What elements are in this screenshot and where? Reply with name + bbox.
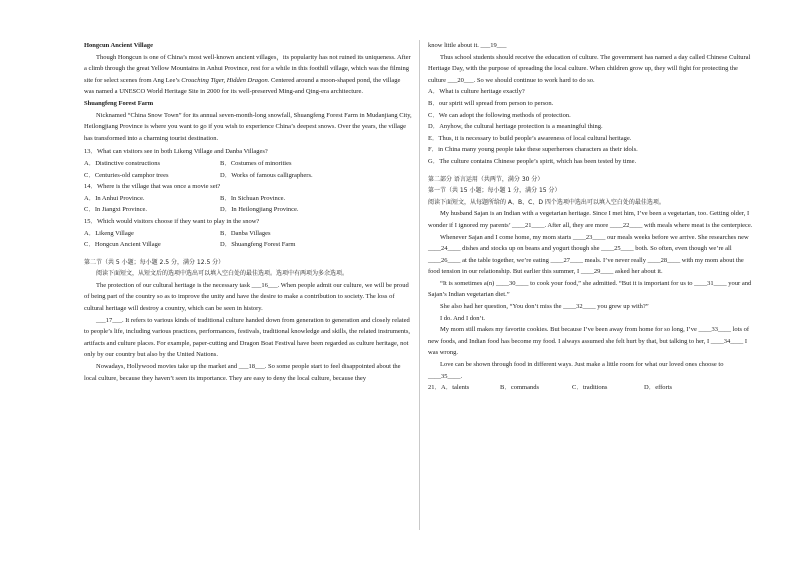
story-paragraph-6: My mom still makes my favorite cookies. But because I’ve been away from home for so long, I’ve ____33____ lots of new foods, and Indian food has become my food. I always assumed she felt hurt by that, but talking to her, I ____34____ I was wrong. (428, 326, 750, 357)
option-g: G．The culture contains Chinese people’s spirit, which has been tested by time. (428, 157, 637, 165)
q13-option-b: B．Costumes of minorities (220, 159, 292, 167)
paragraph-shuangfeng: Nicknamed “China Snow Town” for its annual seven-month-long snowfall, Shuangfeng Forest Farm in Mudanjiang City, Heilongjiang Province is where you want to go if you wish to experience China’s deepest snows. Over the years, the village has transformed into a charming tourist destination. (84, 111, 412, 142)
q14-option-d: D．In Heilongjiang Province. (220, 206, 299, 214)
q14-option-a: A．In Anhui Province. (84, 194, 145, 202)
heading-hongcun: Hongcun Ancient Village (84, 42, 153, 49)
paragraph-18: Nowadays, Hollywood movies take up the market and ___18___. So some people start to feel disappointed about the local culture, because they haven’t seen its importance. They are easy to deny the local culture, because they (84, 363, 401, 382)
q13-option-c: C．Centuries-old camphor trees (84, 171, 169, 179)
q15-option-a: A．Likeng Village (84, 229, 134, 237)
q14-option-c: C．In Jiangxi Province. (84, 206, 148, 214)
question-13: 13．What can visitors see in both Likeng Village and Danba Villages? (84, 148, 268, 156)
section2-title: 第二节（共 5 小题；每小题 2.5 分，满分 12.5 分） (84, 258, 225, 266)
movie-title: Crouching Tiger, Hidden Dragon (181, 76, 268, 84)
paragraph-hongcun (84, 52, 412, 98)
right-column (428, 40, 756, 394)
paragraph-19: know little about it. ___19___ (428, 42, 507, 49)
q15-option-b: B．Danba Villages (220, 229, 271, 237)
section1-title: 第一节（共 15 小题；每小题 1 分，满分 15 分） (428, 187, 561, 195)
paragraph-16: The protection of our cultural heritage is the necessary task ___16___. When people admit our culture, we will be proud of being part of the country so as to improve the unity and have the desire to make a contribution to society. The loss of cultural heritage will destroy a country, which can be seen in history. (84, 281, 409, 313)
left-column (84, 40, 412, 384)
q13-options-row2 (84, 170, 412, 182)
option-a: A．What is culture heritage exactly? (428, 88, 525, 96)
story-paragraph-7: Love can be shown through food in different ways. Just make a little room for what our loved ones choose to ____35____. (428, 361, 724, 380)
column-divider (419, 40, 420, 530)
q14-options-row1 (84, 193, 412, 205)
heading-shuangfeng: Shuangfeng Forest Farm (84, 99, 154, 107)
section2-instructions: 阅读下面短文，从短文后的选项中选出可以填入空白处的最佳选项。选项中有两项为多余选项。 (96, 270, 349, 278)
q21-option-b: B．commands (500, 384, 539, 392)
option-e: E．Thus, it is necessary to build people’s awareness of local cultural heritage. (428, 134, 632, 142)
q21-option-c: C．traditions (572, 384, 608, 392)
q13-option-d: D．Works of famous calligraphers. (220, 171, 313, 179)
question-14: 14．Where is the village that was once a movie set? (84, 183, 221, 191)
story-paragraph-1: My husband Sajan is an Indian with a vegetarian heritage. Since I met him, I’ve been a vegetarian, too. Getting older, I wonder if I ignored my parents’ ____21____. After all, they are more ____22____ with meals where meat is the centerpiece. (428, 210, 753, 229)
story-paragraph-3: “It is sometimes a(n) ____30____ to cook your food,” she admitted. “But it is important for us to ____31____ your and Sajan’s Indian vegetarian diet.” (428, 279, 752, 299)
q13-options-row1 (84, 158, 412, 170)
question-15: 15．Which would visitors choose if they want to play in the snow? (84, 217, 260, 225)
q14-options-row2 (84, 204, 412, 216)
section1-instructions: 阅读下面短文，从每题所给的 A、B、C、D 四个选项中选出可以填入空白处的最佳选项。 (428, 198, 665, 206)
q13-option-a: A．Distinctive constructions (84, 159, 161, 167)
q15-options-row1 (84, 228, 412, 240)
story-paragraph-4: She also had her question, “You don’t miss the ____32____ you grew up with?” (440, 303, 649, 311)
option-f: F．in China many young people take these superheroes characters as their idols. (428, 146, 638, 154)
paragraph-hongcun-text-end: . Centered around a moon-shaped pond, the village was named a UNESCO World Heritage Site in 2000 for its well-preserved Ming-and Qing-era architecture. (84, 76, 401, 96)
option-c: C．We can adopt the following methods of protection. (428, 111, 571, 119)
q14-option-b: B．In Sichuan Province. (220, 194, 286, 202)
q15-option-d: D．Shuangfeng Forest Farm (220, 241, 296, 249)
option-b: B．our spirit will spread from person to person. (428, 99, 554, 107)
story-paragraph-5: I do. And I don’t. (440, 314, 486, 322)
paragraph-20: Thus school students should receive the education of culture. The government has named a day called Chinese Cultural Heritage Day, with the purpose of spreading the local culture. When children grow up, they will fight for protecting the culture ___20___. So we should continue to work hard to do so. (428, 53, 751, 84)
q15-options-row2 (84, 239, 412, 251)
q21-options (428, 382, 756, 394)
paragraph-hongcun-text: Though Hongcun is one of China’s most well-known ancient villages，its popularity has not ruined its uniqueness. After a climb through the great Yellow Mountains in Anhui Province, rest for a while in this foothill village, which was the filming site for select scenes from Ang Lee’s (84, 53, 411, 84)
q15-option-c: C．Hongcun Ancient Village (84, 241, 161, 249)
paragraph-17: ___17___. It refers to various kinds of traditional culture handed down from generation to generation and closely related to people’s life, including various practices, performances, festivals, traditional knowledge and skills, the related instruments, artifacts and culture places. For example, paper-cutting and Dragon Boat Festival have been regarded as culture heritage, not only by our country but also by the United Nations. (84, 316, 410, 359)
part2-title: 第二部分 语言运用（共两节，满分 30 分） (428, 175, 544, 183)
option-d: D．Anyhow, the cultural heritage protection is a meaningful thing. (428, 123, 603, 131)
q21-option-d: D．efforts (644, 384, 673, 392)
story-paragraph-2: Whenever Sajan and I come home, my mom starts ____23____ our meals weeks before we arrive. She researches new ____24____ dishes and stocks up on beans and yogurt though she ____25____ both. So often, even though we’re all ____26____ at the table together, we’re eating ____27____ meals. I’ve never really ____28____ with my mom about the food tension in our relationship. But earlier this summer, I ____29____ asked her about it. (428, 233, 749, 276)
q21-option-a: 21．A．talents (428, 384, 470, 392)
